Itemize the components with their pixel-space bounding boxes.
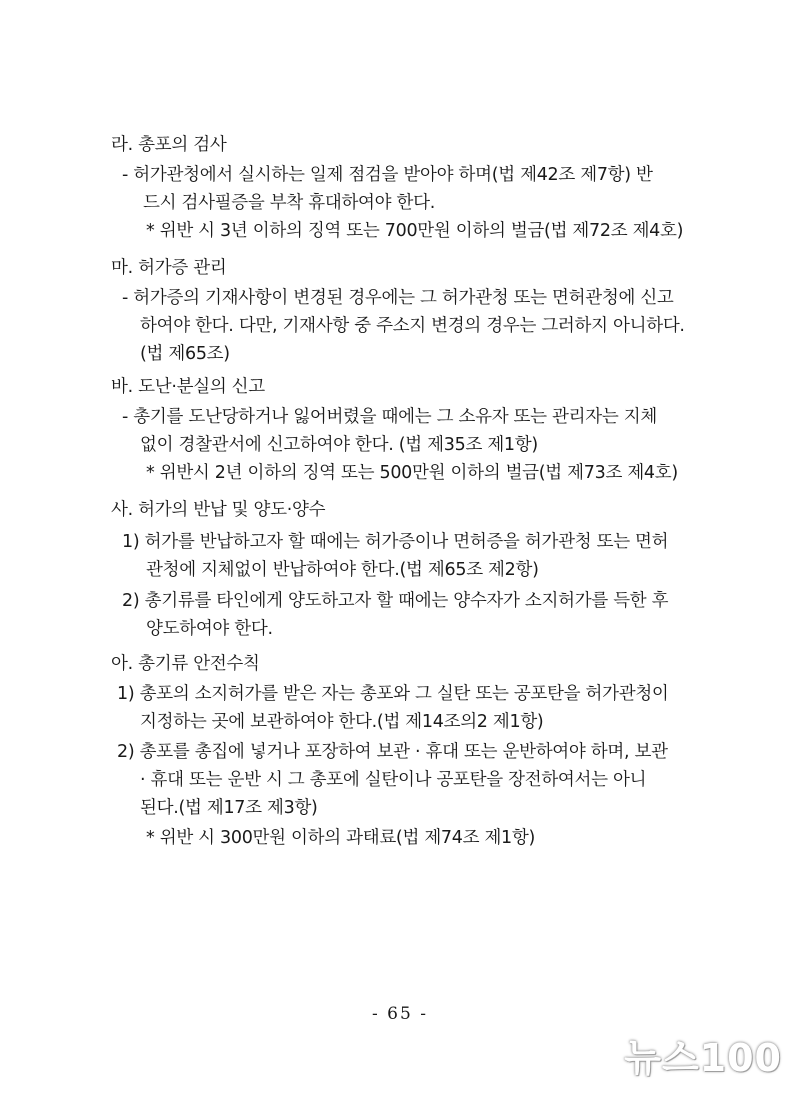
section-a-item-2-line-1: 2) 총포를 총집에 넣거나 포장하여 보관 · 휴대 또는 운반하여야 하며, 보관 [117,742,668,762]
section-heading-ba: 바. 도난·분실의 신고 [111,377,265,397]
section-ba-note: * 위반시 2년 이하의 징역 또는 500만원 이하의 벌금(법 제73조 제4호) [146,463,678,483]
page-number: - 65 - [372,1004,428,1024]
section-ba-line-2: 없이 경찰관서에 신고하여야 한다. (법 제35조 제1항) [140,435,538,455]
news100-watermark-logo: 뉴스100 [624,1036,782,1080]
section-ma-line-3: (법 제65조) [140,344,230,364]
section-a-item-2-line-2: · 휴대 또는 운반 시 그 총포에 실탄이나 공포탄을 장전하여서는 아니 [140,770,647,790]
section-heading-ra: 라. 총포의 검사 [111,135,227,155]
section-a-item-1-line-1: 1) 총포의 소지허가를 받은 자는 총포와 그 실탄 또는 공포탄을 허가관청이 [117,684,669,704]
section-heading-a: 아. 총기류 안전수칙 [111,654,260,674]
section-ba-line-1: - 총기를 도난당하거나 잃어버렸을 때에는 그 소유자 또는 관리자는 지체 [122,407,657,427]
section-ra-line-1: - 허가관청에서 실시하는 일제 점검을 받아야 하며(법 제42조 제7항) 반 [122,165,653,185]
section-sa-item-2-line-1: 2) 총기류를 타인에게 양도하고자 할 때에는 양수자가 소지허가를 득한 후 [122,591,669,611]
section-sa-item-1-line-2: 관청에 지체없이 반납하여야 한다.(법 제65조 제2항) [146,560,539,580]
section-a-item-1-line-2: 지정하는 곳에 보관하여야 한다.(법 제14조의2 제1항) [140,712,544,732]
section-heading-ma: 마. 허가증 관리 [111,258,227,278]
section-a-item-2-line-3: 된다.(법 제17조 제3항) [140,798,318,818]
section-ra-note: * 위반 시 3년 이하의 징역 또는 700만원 이하의 벌금(법 제72조 제4호) [146,221,684,241]
section-ma-line-1: - 허가증의 기재사항이 변경된 경우에는 그 허가관청 또는 면허관청에 신고 [122,288,674,308]
section-a-note: * 위반 시 300만원 이하의 과태료(법 제74조 제1항) [146,828,536,848]
section-ma-line-2: 하여야 한다. 다만, 기재사항 중 주소지 변경의 경우는 그러하지 아니하다. [140,316,685,336]
section-sa-item-2-line-2: 양도하여야 한다. [146,619,273,639]
section-ra-line-2: 드시 검사필증을 부착 휴대하여야 한다. [143,193,435,213]
section-sa-item-1-line-1: 1) 허가를 반납하고자 할 때에는 허가증이나 면허증을 허가관청 또는 면허 [122,532,669,552]
section-heading-sa: 사. 허가의 반납 및 양도·양수 [111,500,326,520]
